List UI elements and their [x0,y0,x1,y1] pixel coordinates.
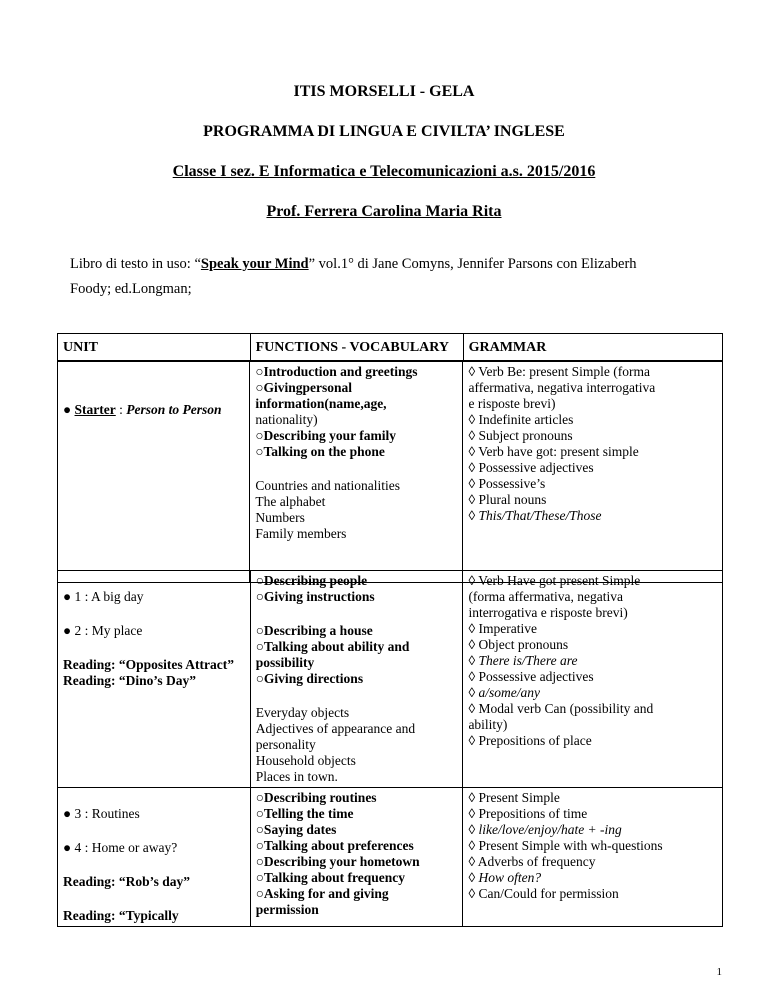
vocabulary-item: Everyday objects [255,705,350,720]
grammar-item: (forma affermativa, negativa [468,589,623,604]
starter-functions-cell [250,362,463,583]
reading-4: Reading: “Typically [63,908,179,923]
units-1-2-functions-cell [250,571,463,788]
vocabulary-item: Places in town. [255,769,338,784]
unit-1: ● 1 : A big day [63,589,144,604]
function-item: ○Giving directions [255,671,364,686]
function-item: ○Asking for and giving [255,886,389,901]
units-3-4-functions-cell [250,788,463,927]
function-item: possibility [255,655,315,670]
textbook-title: Speak your Mind [200,256,309,272]
function-item: ○Saying dates [255,822,337,837]
reading-2: Reading: “Dino’s Day” [63,673,197,688]
vocabulary-item: Countries and nationalities [255,478,401,493]
grammar-item: ◊ Possessive’s [468,476,546,491]
unit-3: ● 3 : Routines [63,806,140,821]
grammar-item: ◊ Present Simple [468,790,560,805]
function-item: ○Describing routines [255,790,377,805]
header-table [57,333,723,361]
function-item: ○Talking on the phone [255,444,385,459]
grammar-item: affermativa, negativa interrogativa [468,380,656,395]
grammar-item: ◊ Can/Could for permission [468,886,619,901]
starter-label: Starter [74,402,116,417]
page-number: 1 [716,966,722,978]
units-1-2-cell [58,571,251,788]
unit-header: UNIT [58,334,251,361]
grammar-item: ◊ Possessive adjectives [468,460,594,475]
grammar-item: ◊ Present Simple with wh-questions [468,838,663,853]
grammar-item: ◊ Prepositions of time [468,806,588,821]
function-item: ○Talking about ability and [255,639,410,654]
functions-header: FUNCTIONS - VOCABULARY [250,334,463,361]
program-title: PROGRAMMA DI LINGUA E CIVILTA’ INGLESE [203,123,565,140]
vocabulary-item: Numbers [255,510,305,525]
vocabulary-item: Household objects [255,753,356,768]
units-3-4-cell [58,788,251,927]
reading-1: Reading: “Opposites Attract” [63,657,234,672]
textbook-prefix: Libro di testo in uso: “ [70,256,201,272]
function-item: ○Describing your hometown [255,854,420,869]
grammar-item: ◊ Object pronouns [468,637,569,652]
function-item: nationality) [255,412,318,427]
teacher-name: Prof. Ferrera Carolina Maria Rita [266,203,502,220]
starter-unit-cell: ● Starter : Person to Person [58,362,250,583]
grammar-header: GRAMMAR [463,334,722,361]
grammar-item: ◊ Verb have got: present simple [468,444,639,459]
starter-table [57,361,723,583]
textbook-info [70,252,730,302]
class-title: Classe I sez. E Informatica e Telecomunicazioni a.s. 2015/2016 [172,163,596,180]
function-item: ○Talking about frequency [255,870,405,885]
vocabulary-item: Family members [255,526,347,541]
function-item: information(name,age, [255,396,387,411]
grammar-item: ability) [468,717,508,732]
grammar-item: ◊ Imperative [468,621,537,636]
grammar-item: ◊ Prepositions of place [468,733,592,748]
grammar-item: ◊ This/That/These/Those [468,508,602,523]
grammar-item: ◊ Indefinite articles [468,412,574,427]
unit-4: ● 4 : Home or away? [63,840,178,855]
grammar-item: ◊ How often? [468,870,542,885]
function-item: ○Describing people [255,573,368,588]
grammar-item: ◊ Possessive adjectives [468,669,594,684]
grammar-item: ◊ Verb Be: present Simple (forma [468,364,650,379]
grammar-item: ◊ There is/There are [468,653,578,668]
units-table [57,570,723,927]
textbook-authors: ” vol.1° di Jane Comyns, Jennifer Parsons con Elizaberh [308,256,637,272]
grammar-item: interrogativa e risposte brevi) [468,605,628,620]
function-item: ○Talking about preferences [255,838,414,853]
textbook-publisher: Foody; ed.Longman; [70,281,192,297]
units-1-2-grammar-cell [463,571,723,788]
starter-unit-title: Person to Person [126,402,222,417]
function-item: ○Introduction and greetings [255,364,418,379]
grammar-item: ◊ a/some/any [468,685,540,700]
starter-grammar-cell [463,362,723,583]
reading-3: Reading: “Rob’s day” [63,874,191,889]
school-title: ITIS MORSELLI - GELA [293,83,475,100]
function-item: ○Giving instructions [255,589,375,604]
units-3-4-grammar-cell [463,788,723,927]
grammar-item: ◊ Adverbs of frequency [468,854,596,869]
grammar-item: e risposte brevi) [468,396,556,411]
function-item: permission [255,902,319,917]
vocabulary-item: The alphabet [255,494,326,509]
grammar-item: ◊ like/love/enjoy/hate + -ing [468,822,622,837]
vocabulary-item: personality [255,737,316,752]
grammar-item: ◊ Modal verb Can (possibility and [468,701,654,716]
unit-2: ● 2 : My place [63,623,143,638]
grammar-item: ◊ Plural nouns [468,492,547,507]
grammar-item: ◊ Verb Have got present Simple [468,573,641,588]
grammar-item: ◊ Subject pronouns [468,428,573,443]
function-item: ○Telling the time [255,806,354,821]
function-item: ○Describing a house [255,623,373,638]
function-item: ○Describing your family [255,428,396,443]
function-item: ○Givingpersonal [255,380,352,395]
vocabulary-item: Adjectives of appearance and [255,721,416,736]
